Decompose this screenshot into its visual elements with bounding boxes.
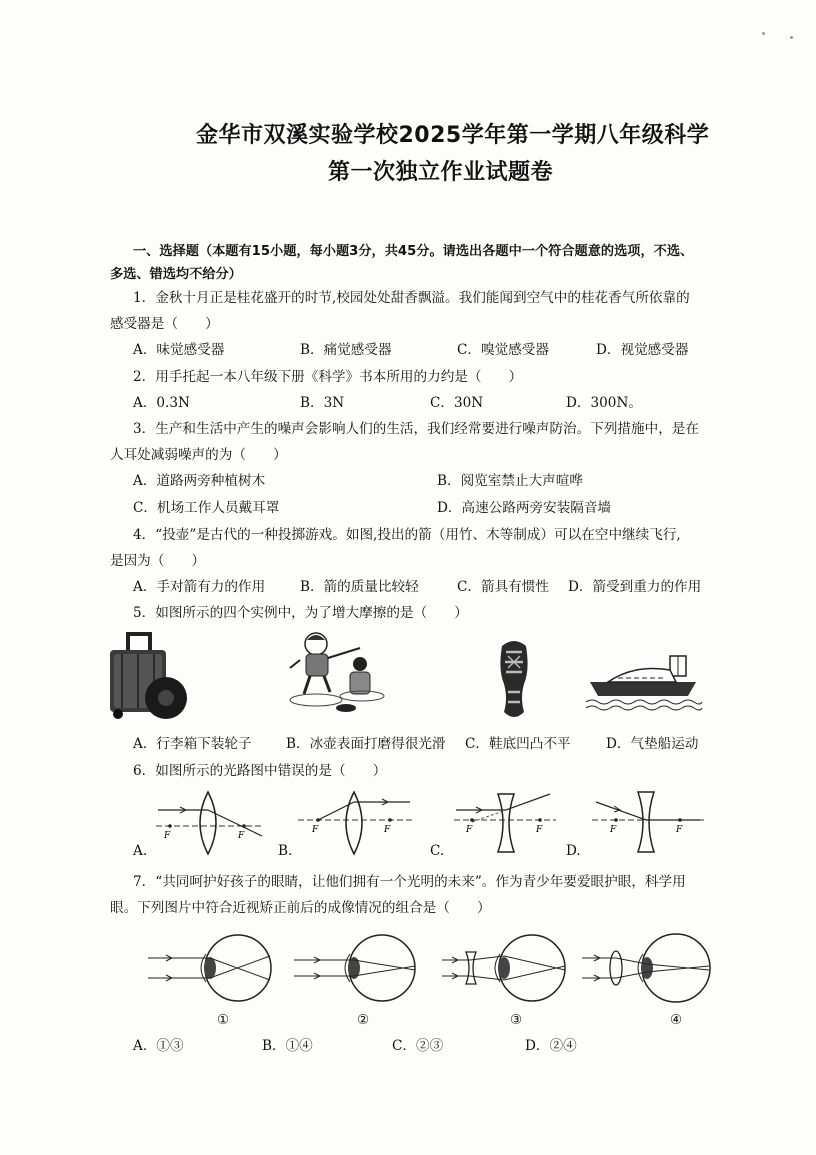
- q3-option-c: C．机场工作人员戴耳罩: [133, 500, 280, 516]
- question-2-stem: 2．用手托起一本八年级下册《科学》书本所用的力约是（ ）: [133, 369, 523, 385]
- page-subtitle: 第一次独立作业试题卷: [328, 160, 554, 185]
- section-heading: 一、选择题（本题有15小题，每小题3分，共45分。请选出各题中一个符合题意的选项，不选、: [133, 244, 694, 259]
- question-6-stem: 6．如图所示的光路图中错误的是（ ）: [133, 763, 387, 779]
- q6-option-d: D.: [566, 843, 581, 859]
- q5-option-a: A．行李箱下装轮子: [133, 736, 252, 752]
- question-1-stem-cont: 感受器是（ ）: [110, 316, 219, 332]
- q3-option-d: D．高速公路两旁安装隔音墙: [437, 500, 612, 516]
- q2-option-d: D．300N。: [566, 395, 642, 411]
- question-7-stem-cont: 眼。下列图片中符合近视矫正前后的成像情况的组合是（ ）: [110, 900, 491, 916]
- focus-label: F: [164, 831, 171, 841]
- q6-option-c: C.: [430, 843, 445, 859]
- page-title: 金华市双溪实验学校2025学年第一学期八年级科学: [196, 123, 710, 148]
- q2-option-b: B．3N: [300, 395, 345, 411]
- eye-figure-label-4: ④: [670, 1012, 683, 1028]
- q3-option-b: B．阅览室禁止大声喧哗: [437, 473, 583, 489]
- eye-figure-label-3: ③: [510, 1012, 523, 1028]
- q4-option-c: C．箭具有惯性: [457, 579, 549, 595]
- q2-option-c: C．30N: [430, 395, 484, 411]
- shoe-sole-illustration: [494, 636, 534, 720]
- eye-diagram-2: [292, 930, 422, 1010]
- q5-option-b: B．冰壶表面打磨得很光滑: [286, 736, 446, 752]
- eye-figure-label-1: ①: [217, 1012, 230, 1028]
- curling-illustration: [290, 628, 395, 720]
- q2-option-a: A．0.3N: [133, 395, 190, 411]
- eye-diagram-3: [440, 930, 570, 1010]
- q7-option-b: B．①④: [262, 1038, 313, 1054]
- question-3-stem-cont: 人耳处减弱噪声的为（ ）: [110, 447, 287, 463]
- q7-option-a: A．①③: [133, 1038, 184, 1054]
- q5-option-d: D．气垫船运动: [606, 736, 699, 752]
- focus-label: F: [676, 825, 683, 835]
- section-heading-cont: 多选、错选均不给分）: [110, 267, 242, 282]
- eye-diagram-1: [144, 930, 279, 1010]
- focus-label: F: [466, 825, 473, 835]
- eye-diagram-4: [580, 928, 715, 1012]
- q7-option-c: C．②③: [392, 1038, 444, 1054]
- q3-option-a: A．道路两旁种植树木: [133, 473, 266, 489]
- focus-label: F: [610, 825, 617, 835]
- question-7-stem: 7．“共同呵护好孩子的眼睛，让他们拥有一个光明的未来”。作为青少年要爱眼护眼，科学用: [133, 874, 686, 890]
- focus-label: F: [384, 825, 391, 835]
- focus-label: F: [238, 831, 245, 841]
- scan-speck: [762, 32, 765, 35]
- q4-option-b: B．箭的质量比较轻: [300, 579, 419, 595]
- question-3-stem: 3．生产和生活中产生的噪声会影响人们的生活，我们经常要进行噪声防治。下列措施中，是在: [133, 421, 699, 437]
- question-4-stem: 4．“投壶”是古代的一种投掷游戏。如图,投出的箭（用竹、木等制成）可以在空中继续飞行,: [133, 527, 681, 543]
- q1-option-b: B．痛觉感受器: [300, 342, 392, 358]
- scan-speck: [790, 36, 793, 39]
- q6-option-a: A.: [133, 843, 148, 859]
- focus-label: F: [536, 825, 543, 835]
- q6-option-b: B.: [278, 843, 293, 859]
- concave-lens-ray-diagram-d: [588, 786, 708, 858]
- q1-option-a: A．味觉感受器: [133, 342, 225, 358]
- question-1-stem: 1．金秋十月正是桂花盛开的时节,校园处处甜香飘溢。我们能闻到空气中的桂花香气所依靠的: [133, 290, 690, 306]
- convex-lens-ray-diagram-a: [150, 788, 270, 858]
- convex-lens-ray-diagram-b: [294, 788, 419, 858]
- q7-option-d: D．②④: [525, 1038, 577, 1054]
- focus-label: F: [312, 825, 319, 835]
- eye-figure-label-2: ②: [357, 1012, 370, 1028]
- q1-option-d: D．视觉感受器: [596, 342, 689, 358]
- question-4-stem-cont: 是因为（ ）: [110, 553, 206, 569]
- question-5-stem: 5．如图所示的四个实例中，为了增大摩擦的是（ ）: [133, 605, 468, 621]
- q5-option-c: C．鞋底凹凸不平: [465, 736, 571, 752]
- concave-lens-ray-diagram-c: [450, 788, 560, 858]
- q4-option-a: A．手对箭有力的作用: [133, 579, 266, 595]
- q1-option-c: C．嗅觉感受器: [457, 342, 549, 358]
- luggage-wheels-illustration: [104, 628, 194, 720]
- q4-option-d: D．箭受到重力的作用: [568, 579, 702, 595]
- hovercraft-illustration: [584, 652, 704, 712]
